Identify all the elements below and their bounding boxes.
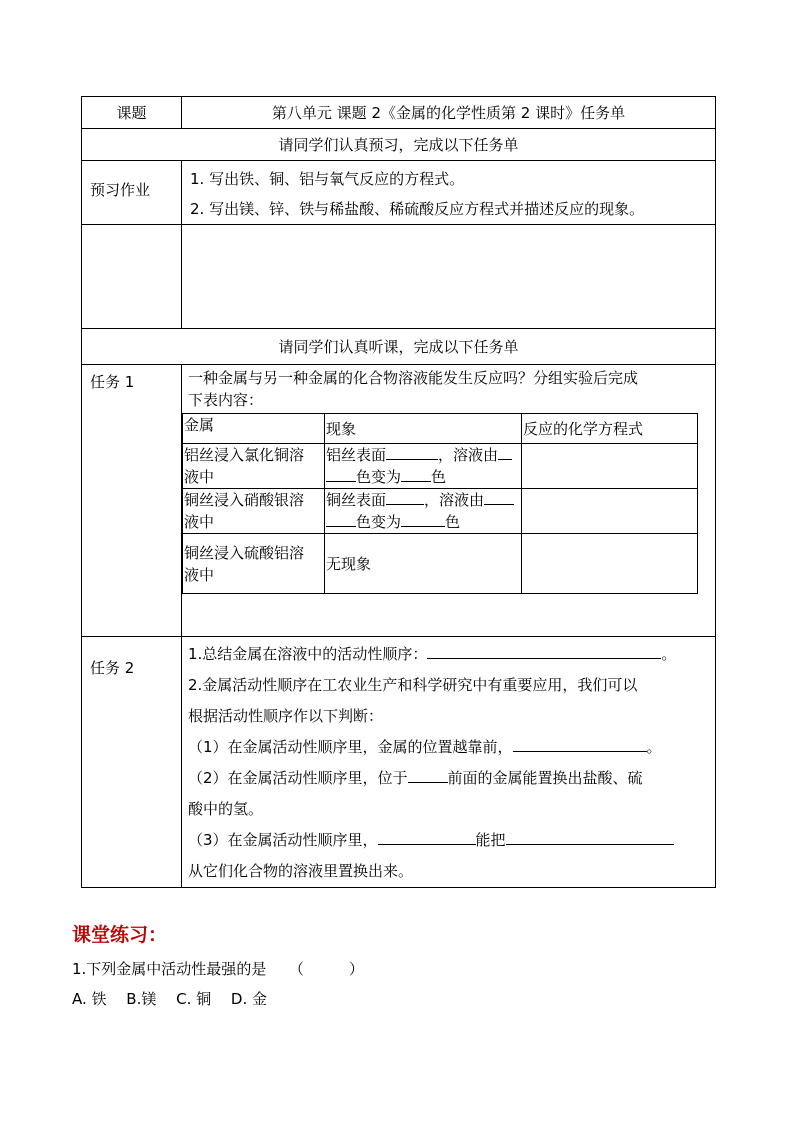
task1-question-line: 一种金属与另一种金属的化合物溶液能发生反应吗？分组实验后完成 (188, 369, 639, 387)
phenomenon-text: ，溶液由 (424, 491, 485, 509)
phenomenon-text: 色 (445, 513, 461, 531)
fill-blank[interactable] (378, 830, 476, 845)
phenomenon-text: ，溶液由 (438, 446, 499, 464)
preview-instruction: 请同学们认真预习，完成以下任务单 (82, 129, 716, 161)
task2-text: （1）在金属活动性顺序里，金属的位置越靠前， (188, 738, 513, 756)
practice-section (72, 920, 167, 947)
practice-question-1: 1.下列金属中活动性最强的是 （ ） (72, 960, 364, 978)
table-row-metal (183, 489, 325, 534)
task2-item2-line: 2.金属活动性顺序在工农业生产和科学研究中有重要应用，我们可以 (188, 676, 638, 694)
fill-blank[interactable] (401, 512, 445, 527)
table-row-equation[interactable] (522, 444, 698, 489)
task1-content (182, 365, 716, 637)
metal-text: 液中 (184, 566, 215, 584)
col-header-metal: 金属 (183, 414, 325, 444)
task2-item1 (188, 639, 715, 670)
task2-sub2 (188, 763, 715, 794)
fill-blank[interactable] (386, 445, 438, 460)
fill-blank[interactable] (326, 512, 356, 527)
lecture-instruction: 请同学们认真听课，完成以下任务单 (82, 329, 716, 365)
task2-text: 1.总结金属在溶液中的活动性顺序： (188, 645, 428, 663)
fill-blank[interactable] (386, 490, 424, 505)
table-row-metal (183, 444, 325, 489)
task2-label: 任务 2 (82, 637, 182, 888)
preview-item: 1. 写出铁、铜、铝与氧气反应的方程式。 (190, 170, 465, 188)
metal-text: 铝丝浸入氯化铜溶 (184, 446, 305, 464)
table-row-equation[interactable] (522, 534, 698, 594)
task1-question-line: 下表内容： (188, 391, 264, 409)
task1-question (182, 367, 715, 411)
task2-sub1 (188, 732, 715, 763)
phenomenon-text: 色变为 (356, 513, 402, 531)
task2-item2-line: 根据活动性顺序作以下判断： (188, 707, 384, 725)
table-row-phenomenon: 无现象 (325, 534, 522, 594)
task2-text: 。 (661, 645, 677, 663)
task2-text: 能把 (475, 831, 506, 849)
fill-blank[interactable] (506, 830, 674, 845)
task2-text: （2）在金属活动性顺序里，位于 (188, 769, 408, 787)
experiment-table (182, 413, 698, 594)
task2-text: 酸中的氢。 (188, 800, 264, 818)
table-row-equation[interactable] (522, 489, 698, 534)
col-header-phenomenon: 现象 (325, 414, 522, 444)
metal-text: 铜丝浸入硝酸银溶 (184, 491, 305, 509)
practice-options[interactable]: A. 铁 B.镁 C. 铜 D. 金 (72, 990, 267, 1008)
task2-text: 从它们化合物的溶液里置换出来。 (188, 862, 414, 880)
page-title: 第八单元 课题 2《金属的化学性质第 2 课时》任务单 (182, 97, 716, 129)
task2-text: （3）在金属活动性顺序里， (188, 831, 378, 849)
preview-label: 预习作业 (82, 161, 182, 225)
fill-blank[interactable] (484, 490, 514, 505)
task2-text: 。 (646, 738, 662, 756)
table-row-phenomenon (325, 489, 522, 534)
practice-title: 课堂练习： (72, 924, 168, 946)
table-row-phenomenon (325, 444, 522, 489)
phenomenon-text: 色 (431, 468, 447, 486)
task1-label: 任务 1 (82, 365, 182, 637)
phenomenon-text: 色变为 (356, 468, 402, 486)
fill-blank[interactable] (498, 445, 512, 460)
preview-answer-area[interactable] (182, 225, 716, 329)
metal-text: 铜丝浸入硫酸铝溶 (184, 544, 305, 562)
fill-blank[interactable] (326, 467, 356, 482)
phenomenon-text: 铜丝表面 (326, 491, 387, 509)
metal-text: 液中 (184, 468, 215, 486)
table-row-metal (183, 534, 325, 594)
fill-blank[interactable] (513, 737, 647, 752)
header-label: 课题 (82, 97, 182, 129)
fill-blank[interactable] (427, 644, 661, 659)
preview-blank-left (82, 225, 182, 329)
task-sheet-table (81, 96, 716, 888)
task2-text: 前面的金属能置换出盐酸、硫 (447, 769, 643, 787)
preview-item: 2. 写出镁、锌、铁与稀盐酸、稀硫酸反应方程式并描述反应的现象。 (190, 200, 645, 218)
col-header-equation: 反应的化学方程式 (522, 414, 698, 444)
preview-items (182, 161, 716, 225)
task2-content (182, 637, 716, 888)
phenomenon-text: 铝丝表面 (326, 446, 387, 464)
task2-sub3 (188, 825, 715, 856)
fill-blank[interactable] (401, 467, 431, 482)
fill-blank[interactable] (408, 768, 448, 783)
metal-text: 液中 (184, 513, 215, 531)
